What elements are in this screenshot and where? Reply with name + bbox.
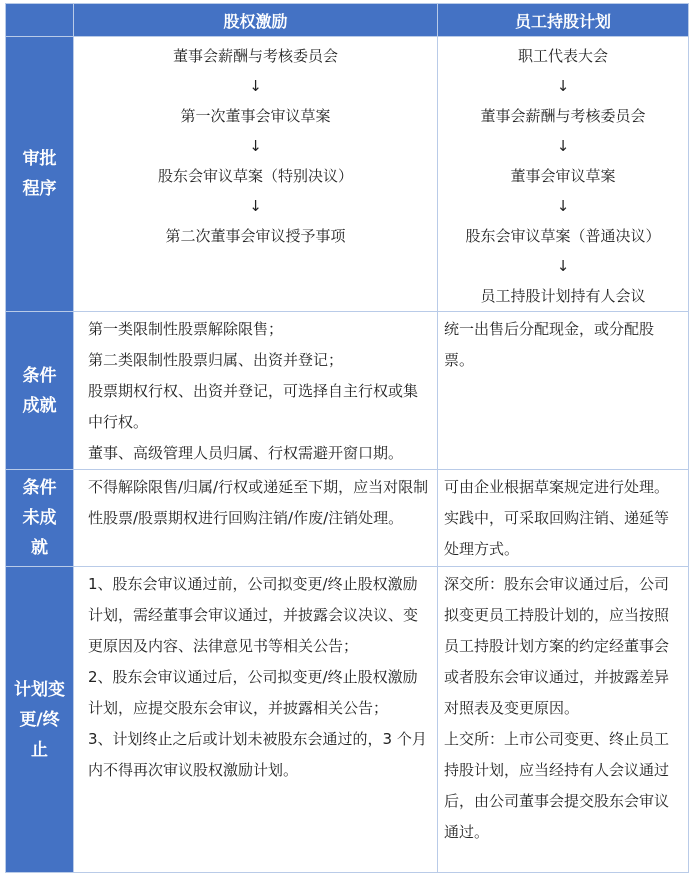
- flow-step: 员工持股计划持有人会议: [480, 287, 646, 305]
- flow-step: 董事会薪酬与考核委员会: [172, 47, 338, 65]
- flow-step: 董事会审议草案: [510, 167, 616, 185]
- row-label: 审批程序: [6, 37, 74, 312]
- paragraph: 可由企业根据草案规定进行处理。实践中，可采取回购注销、递延等处理方式。: [444, 478, 670, 558]
- paragraph: 第二类限制性股票归属、出资并登记；: [88, 351, 344, 369]
- flow-step: 职工代表大会: [517, 47, 608, 65]
- arrow-down-icon: ↓: [249, 137, 262, 155]
- row-label: 计划变更/终止: [6, 567, 74, 873]
- row-conditions-met: [6, 312, 689, 470]
- paragraph: 上交所：上市公司变更、终止员工持股计划，应当经持有人会议通过后，由公司董事会提交股东会审议通过。: [444, 730, 670, 841]
- esop-text: [438, 312, 689, 470]
- header-corner: [6, 4, 74, 37]
- equity-text: [74, 312, 438, 470]
- paragraph: 股票期权行权、出资并登记，可选择自主行权或集中行权。: [88, 382, 419, 431]
- paragraph: 2、股东会审议通过后，公司拟变更/终止股权激励计划，应提交股东会审议，并披露相关公告；: [88, 668, 418, 717]
- esop-text: [438, 470, 689, 567]
- arrow-down-icon: ↓: [556, 77, 570, 95]
- row-approval: [6, 37, 689, 312]
- flow-step: 第二次董事会审议授予事项: [165, 227, 346, 245]
- row-label: 条件未成就: [6, 470, 74, 567]
- esop-text: [438, 567, 689, 873]
- arrow-down-icon: ↓: [556, 197, 570, 215]
- paragraph: 统一出售后分配现金，或分配股票。: [444, 320, 655, 369]
- esop-flow: [438, 37, 689, 312]
- paragraph: 深交所：股东会审议通过后，公司拟变更员工持股计划的，应当按照员工持股计划方案的约定经董事会或者股东会审议通过，并披露差异对照表及变更原因。: [444, 575, 670, 717]
- header-equity: 股权激励: [74, 4, 438, 37]
- flow-step: 董事会薪酬与考核委员会: [480, 107, 646, 125]
- paragraph: 董事、高级管理人员归属、行权需避开窗口期。: [88, 444, 404, 462]
- equity-flow: [74, 37, 438, 312]
- row-change-termination: [6, 567, 689, 873]
- header-row: [6, 4, 689, 37]
- row-conditions-unmet: [6, 470, 689, 567]
- paragraph: 不得解除限售/归属/行权或递延至下期，应当对限制性股票/股票期权进行回购注销/作废/注销处理。: [88, 478, 429, 527]
- flow-step: 股东会审议草案（特别决议）: [157, 167, 353, 185]
- paragraph: 第一类限制性股票解除限售；: [88, 320, 284, 338]
- paragraph: 3、计划终止之后或计划未被股东会通过的，3 个月内不得再次审议股权激励计划。: [88, 730, 427, 779]
- arrow-down-icon: ↓: [249, 77, 262, 95]
- equity-text: [74, 470, 438, 567]
- comparison-table: [5, 3, 689, 873]
- arrow-down-icon: ↓: [556, 257, 570, 275]
- equity-text: [74, 567, 438, 873]
- paragraph: 1、股东会审议通过前，公司拟变更/终止股权激励计划，需经董事会审议通过，并披露会议决议、变更原因及内容、法律意见书等相关公告；: [88, 575, 419, 655]
- arrow-down-icon: ↓: [249, 197, 262, 215]
- header-esop: 员工持股计划: [438, 4, 689, 37]
- flow-step: 股东会审议草案（普通决议）: [465, 227, 661, 245]
- arrow-down-icon: ↓: [556, 137, 570, 155]
- row-label: 条件成就: [6, 312, 74, 470]
- flow-step: 第一次董事会审议草案: [180, 107, 331, 125]
